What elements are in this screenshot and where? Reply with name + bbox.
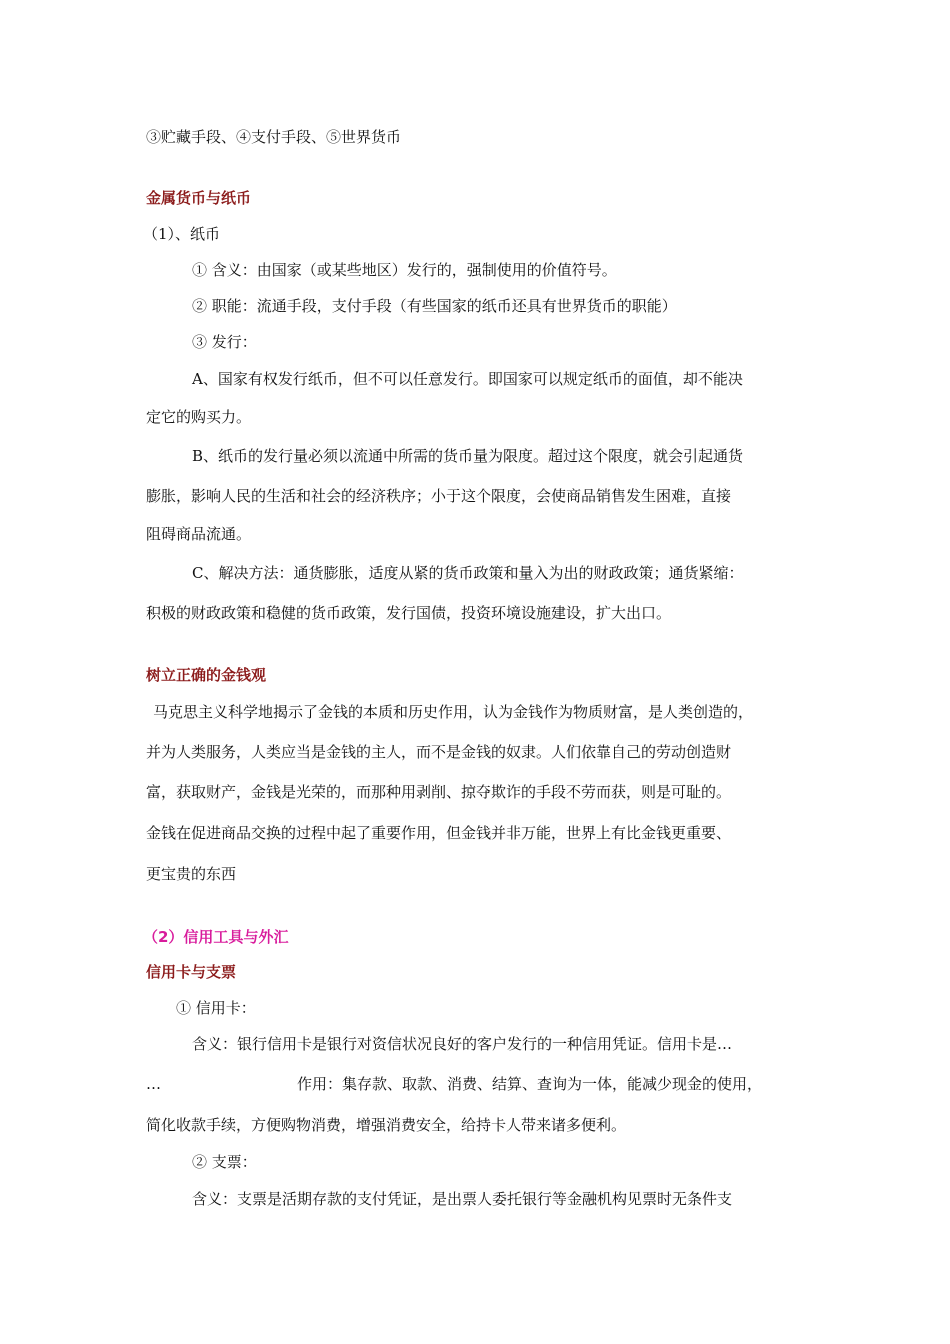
text-line: A、国家有权发行纸币，但不可以任意发行。即国家可以规定纸币的面值，却不能决 [192,370,743,388]
text-line: 简化收款手续，方便购物消费，增强消费安全，给持卡人带来诸多便利。 [146,1116,627,1134]
text-line: 定它的购买力。 [146,408,252,426]
text-line: B、纸币的发行量必须以流通中所需的货币量为限度。超过这个限度，就会引起通货 [192,447,744,465]
section-heading: 信用卡与支票 [146,963,237,981]
text-line [146,1074,830,1094]
text-line: 富，获取财产，金钱是光荣的，而那种用剥削、掠夺欺诈的手段不劳而获，则是可耻的。 [146,783,732,801]
text-line: 含义：银行信用卡是银行对资信状况良好的客户发行的一种信用凭证。信用卡是… [192,1035,733,1053]
text-line: 含义：支票是活期存款的支付凭证，是出票人委托银行等金融机构见票时无条件支 [192,1190,733,1208]
text-line: 马克思主义科学地揭示了金钱的本质和历史作用，认为金钱作为物质财富，是人类创造的， [153,703,754,721]
text-line: 更宝贵的东西 [146,865,237,883]
text-line: 积极的财政政策和稳健的货币政策，发行国债，投资环境设施建设，扩大出口。 [146,604,672,622]
text-line: ③贮藏手段、④支付手段、⑤世界货币 [146,128,402,146]
text-line: 阻碍商品流通。 [146,525,252,543]
text-line: C、解决方法：通货膨胀，适度从紧的货币政策和量入为出的财政政策；通货紧缩： [192,564,744,582]
text-line: ① 含义：由国家（或某些地区）发行的，强制使用的价值符号。 [192,261,617,279]
text-line: ② 职能：流通手段，支付手段（有些国家的纸币还具有世界货币的职能） [192,297,677,315]
text-line: ③ 发行： [192,333,257,351]
ellipsis-text: … [146,1075,161,1093]
text-line: 金钱在促进商品交换的过程中起了重要作用，但金钱并非万能，世界上有比金钱更重要、 [146,824,732,842]
section-heading: （2）信用工具与外汇 [143,928,289,946]
text-line: （1）、纸币 [143,225,221,243]
text-line: 并为人类服务，人类应当是金钱的主人，而不是金钱的奴隶。人们依靠自己的劳动创造财 [146,743,732,761]
section-heading: 树立正确的金钱观 [146,666,267,684]
text-line: ② 支票： [192,1153,257,1171]
text-line: ① 信用卡： [176,999,256,1017]
text-segment: 作用：集存款、取款、消费、结算、查询为一体，能减少现金的使用， [297,1075,763,1093]
section-heading: 金属货币与纸币 [146,189,252,207]
text-line: 膨胀，影响人民的生活和社会的经济秩序；小于这个限度，会使商品销售发生困难，直接 [146,487,732,505]
